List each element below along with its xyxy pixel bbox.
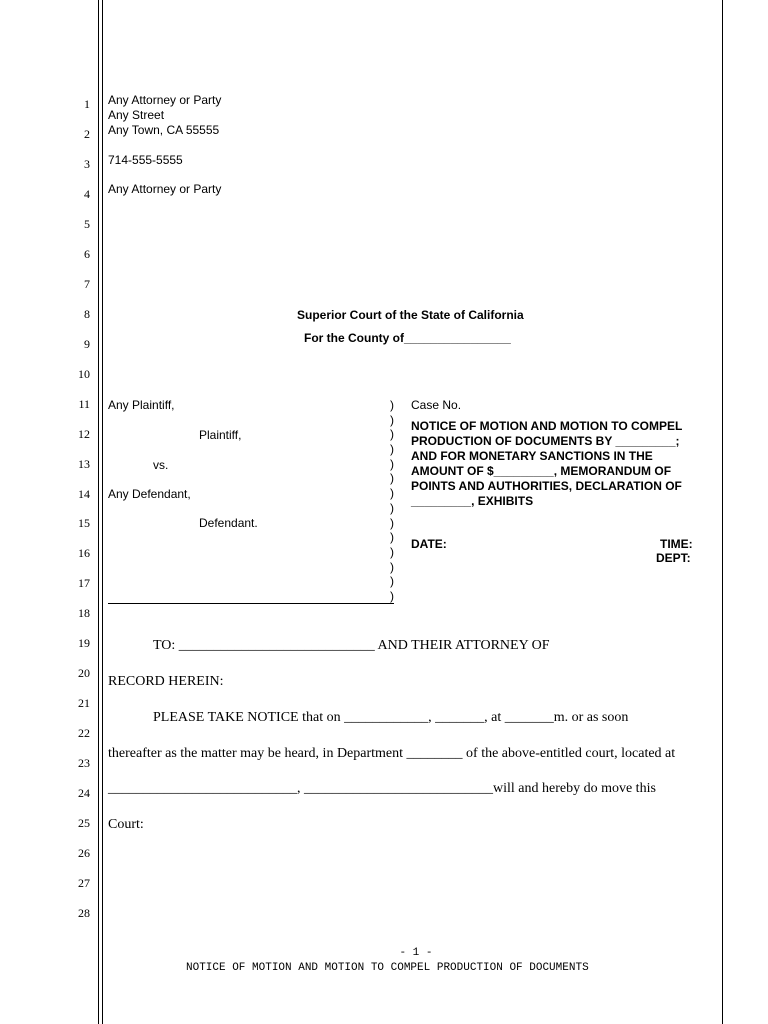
line-number: 13 (78, 457, 90, 471)
to-line: TO: ____________________________ AND THEIR ATTORNEY OF (153, 638, 550, 653)
attorney-street: Any Street (108, 108, 165, 122)
attorney-for: Any Attorney or Party (108, 182, 222, 196)
defendant-name: Any Defendant, (108, 487, 191, 501)
caption-paren: ) (390, 412, 394, 427)
line-number: 14 (78, 487, 90, 501)
line-number: 28 (78, 906, 90, 920)
attorney-phone: 714-555-5555 (108, 153, 183, 167)
court-colon: Court: (108, 817, 144, 832)
line-number: 17 (78, 576, 90, 590)
court-name: Superior Court of the State of California (297, 308, 524, 322)
attorney-city: Any Town, CA 55555 (108, 123, 220, 137)
record-herein: RECORD HEREIN: (108, 674, 224, 689)
caption-paren: ) (390, 530, 394, 545)
dept-label: DEPT: (656, 551, 691, 565)
line-number: 11 (78, 397, 90, 411)
caption-paren: ) (390, 588, 394, 603)
line-number: 3 (84, 157, 90, 171)
caption-paren: ) (390, 471, 394, 486)
caption-paren: ) (390, 427, 394, 442)
line-number: 25 (78, 816, 90, 830)
caption-paren: ) (390, 442, 394, 457)
please-take-notice: PLEASE TAKE NOTICE that on ____________, _______, at _______m. or as soon (153, 710, 629, 725)
caption-parentheses (390, 398, 400, 604)
line-number: 1 (84, 97, 90, 111)
left-margin-rule-inner (102, 0, 103, 1024)
court-county: For the County of________________ (304, 331, 511, 345)
line-number: 27 (78, 876, 90, 890)
caption-paren: ) (390, 515, 394, 530)
line-number: 6 (84, 247, 90, 261)
line-number: 23 (78, 756, 90, 770)
line-number: 16 (78, 546, 90, 560)
time-label: TIME: (660, 537, 693, 551)
line-number: 8 (84, 307, 90, 321)
line-number: 18 (78, 606, 90, 620)
footer-title: NOTICE OF MOTION AND MOTION TO COMPEL PRODUCTION OF DOCUMENTS (186, 962, 589, 974)
caption-paren: ) (390, 500, 394, 515)
caption-paren: ) (390, 486, 394, 501)
attorney-name: Any Attorney or Party (108, 93, 222, 107)
left-margin-rule (98, 0, 99, 1024)
right-margin-rule (722, 0, 723, 1024)
caption-paren: ) (390, 456, 394, 471)
line-number: 26 (78, 846, 90, 860)
case-number-label: Case No. (411, 398, 462, 412)
line-number: 4 (84, 187, 90, 201)
caption-paren: ) (390, 398, 394, 412)
caption-underline (108, 603, 394, 604)
document-title: NOTICE OF MOTION AND MOTION TO COMPEL PRODUCTION OF DOCUMENTS BY _________; AND FOR MONETARY SANCTIONS IN THE AMOUNT OF $_________, MEMORANDUM OF POINTS AND AUTHORITIES, DECLARATION OF _________, EXHIBITS (411, 419, 683, 508)
line-number: 2 (84, 127, 90, 141)
location-line: ___________________________, ___________________________will and hereby do move this (108, 781, 656, 796)
plaintiff-role: Plaintiff, (199, 428, 242, 442)
line-number: 21 (78, 696, 90, 710)
line-number: 24 (78, 786, 90, 800)
line-number: 7 (84, 277, 90, 291)
plaintiff-name: Any Plaintiff, (108, 398, 175, 412)
caption-paren: ) (390, 559, 394, 574)
caption-paren: ) (390, 544, 394, 559)
line-number: 10 (78, 367, 90, 381)
defendant-role: Defendant. (199, 516, 258, 530)
thereafter-line: thereafter as the matter may be heard, in Department ________ of the above-entitled court, located at (108, 746, 676, 761)
line-number: 9 (84, 337, 90, 351)
line-number: 20 (78, 666, 90, 680)
date-label: DATE: (411, 537, 447, 551)
line-number: 12 (78, 427, 90, 441)
versus: vs. (153, 458, 169, 472)
line-number: 15 (78, 516, 90, 530)
caption-paren: ) (390, 574, 394, 589)
page-number: - 1 - (399, 947, 433, 959)
line-number: 19 (78, 636, 90, 650)
line-number: 5 (84, 217, 90, 231)
line-number: 22 (78, 726, 90, 740)
